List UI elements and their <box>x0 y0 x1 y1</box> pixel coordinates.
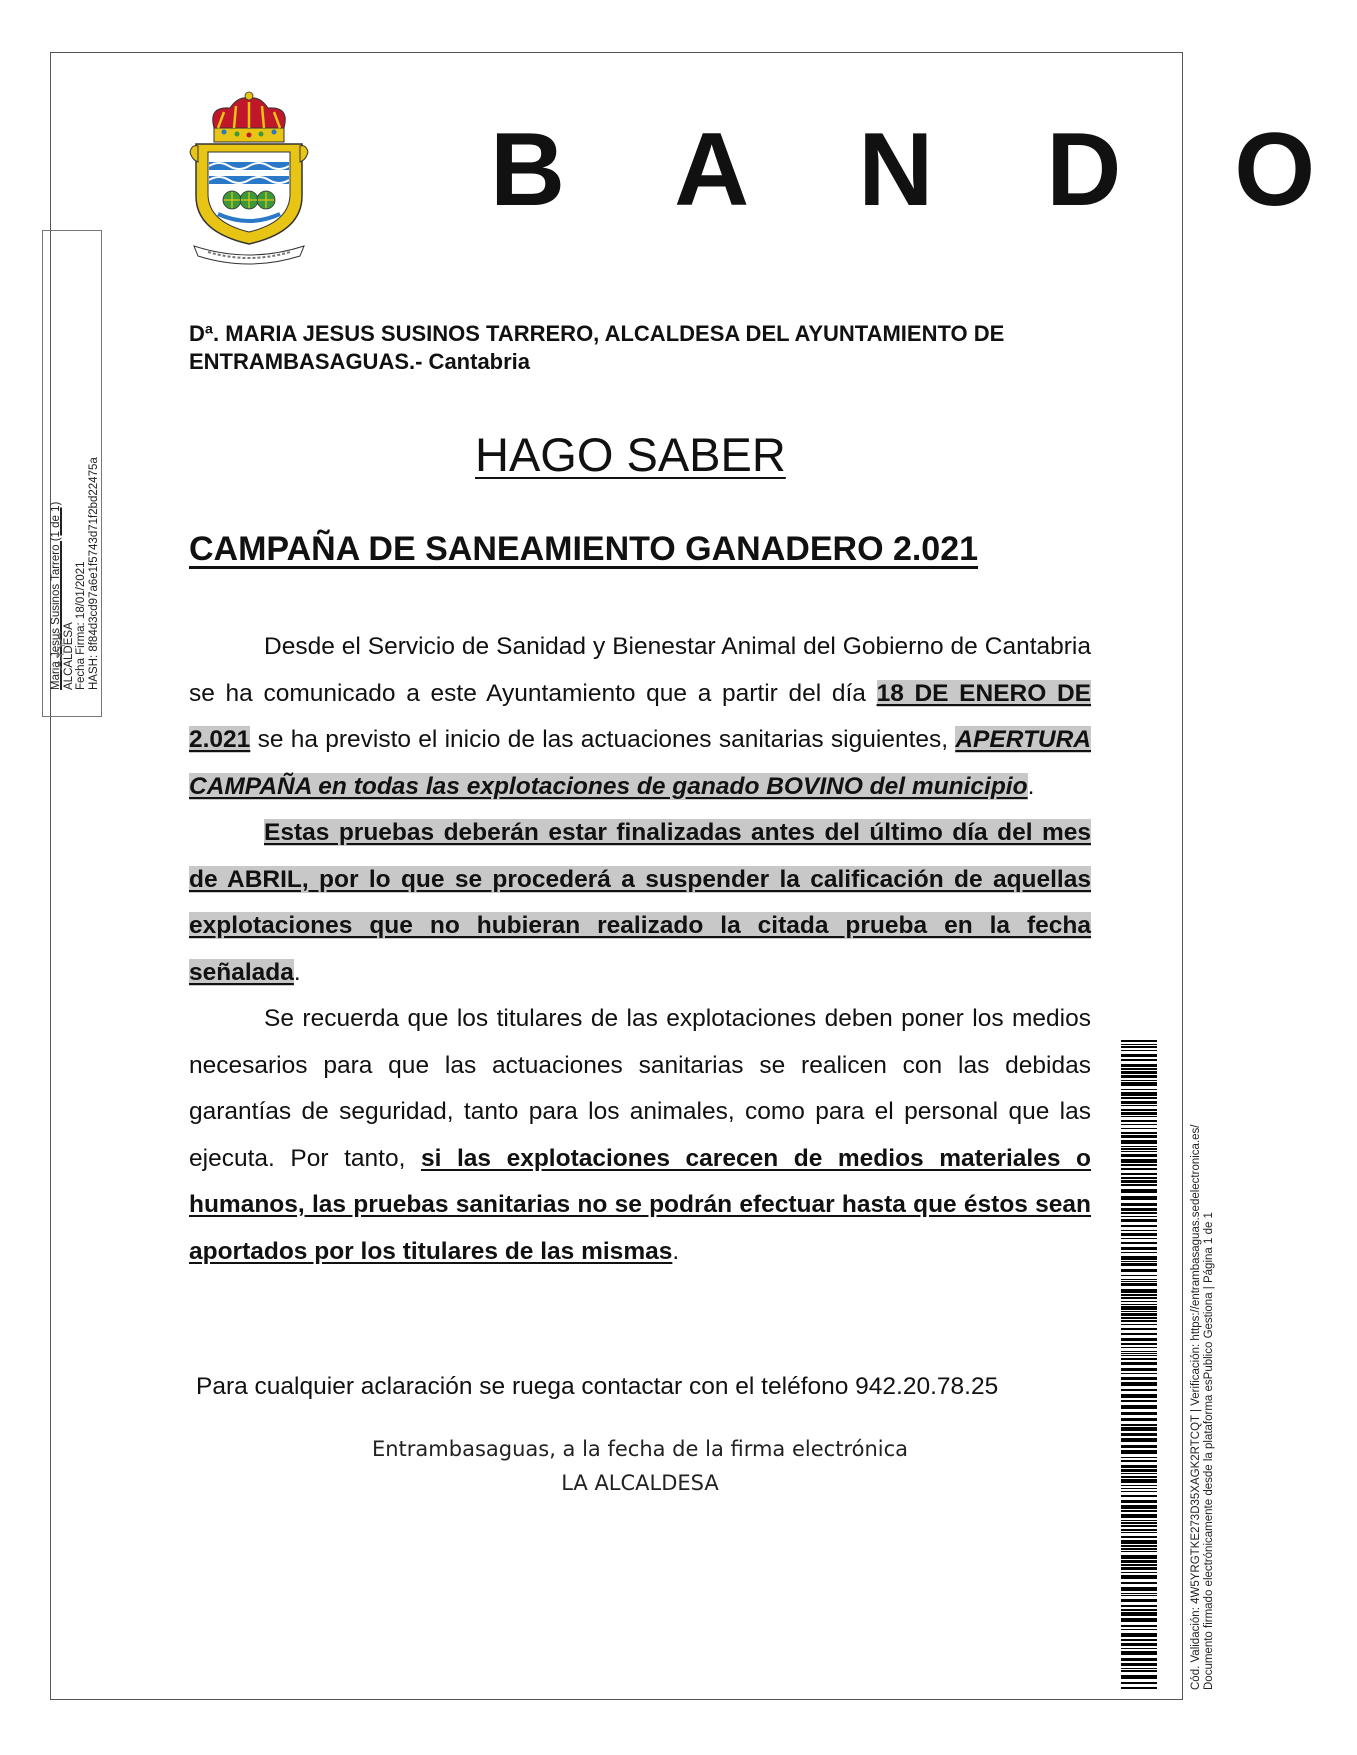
contact-line: Para cualquier aclaración se ruega contactar con el teléfono 942.20.78.25 <box>196 1373 999 1400</box>
signer-role: ALCALDESA <box>62 622 75 690</box>
signer-name: Maria Jesus Susinos Tarrero (1 de 1) <box>50 501 62 690</box>
paragraph-start-date <box>189 624 1091 810</box>
start-date: 18 DE ENERO DE 2.021 <box>189 679 1091 753</box>
validation-code: Cód. Validación: 4W5YRGTKE273D35XAGK2RTCQT | Verificación: https://entrambasaguas.sedelectronica.es/ <box>1190 1124 1202 1690</box>
deadline-text: Estas pruebas deberán estar finalizadas antes del último día del mes de ABRIL, por lo que se procederá a suspender la calificación de aquellas explotaciones que no hubieran realizado la citada prueba en la fecha señalada <box>189 819 1091 986</box>
paragraph-end: . <box>293 958 301 986</box>
platform-notice: Documento firmado electrónicamente desde la plataforma esPublico Gestiona | Página 1 de 1 <box>1202 1212 1215 1690</box>
paragraph-requirements <box>189 996 1091 1275</box>
notice-body <box>189 624 1091 1275</box>
campaign-title: CAMPAÑA DE SANEAMIENTO GANADERO 2.021 <box>189 530 979 568</box>
municipal-crest-icon <box>188 92 310 264</box>
paragraph-deadline <box>189 810 1091 996</box>
closing-place-date: Entrambasaguas, a la fecha de la firma electrónica <box>371 1437 909 1461</box>
requirements-warning: si las explotaciones carecen de medios materiales o humanos, las pruebas sanitarias no se podrán efectuar hasta que éstos sean aportados por los titulares de las mismas <box>189 1144 1091 1265</box>
paragraph-text: se ha previsto el inicio de las actuaciones sanitarias siguientes, <box>250 726 956 753</box>
handwritten-signature-icon <box>49 630 73 672</box>
signature-hash: HASH: 8f84d3cd97a6e1f5743d71f2bd22475a <box>87 457 100 690</box>
paragraph-end: . <box>672 1237 680 1265</box>
paragraph-text: Se recuerda que los titulares de las explotaciones deben poner los medios necesarios para que las actuaciones sanitarias se realicen con las debidas garantías de seguridad, tanto para los animales, como para el personal que las ejecuta. Por tanto, <box>189 1005 1091 1172</box>
document-title: B A N D O <box>490 112 1357 228</box>
paragraph-end: . <box>1027 772 1035 800</box>
verification-footer <box>1190 1125 1215 1691</box>
issuer-line: Dª. MARIA JESUS SUSINOS TARRERO, ALCALDESA DEL AYUNTAMIENTO DE ENTRAMBASAGUAS.- Cantabria <box>189 321 1005 374</box>
closing-signer: LA ALCALDESA <box>561 1471 719 1495</box>
closing-block <box>300 1432 980 1500</box>
barcode-icon <box>1121 1040 1157 1690</box>
proclamation-heading: HAGO SABER <box>475 428 786 481</box>
signature-date: Fecha Firma: 18/01/2021 <box>75 561 87 690</box>
campaign-scope: APERTURA CAMPAÑA en todas las explotaciones de ganado BOVINO del municipio <box>189 726 1091 800</box>
paragraph-text: Desde el Servicio de Sanidad y Bienestar Animal del Gobierno de Cantabria se ha comunicado a este Ayuntamiento que a partir del día <box>189 633 1091 707</box>
